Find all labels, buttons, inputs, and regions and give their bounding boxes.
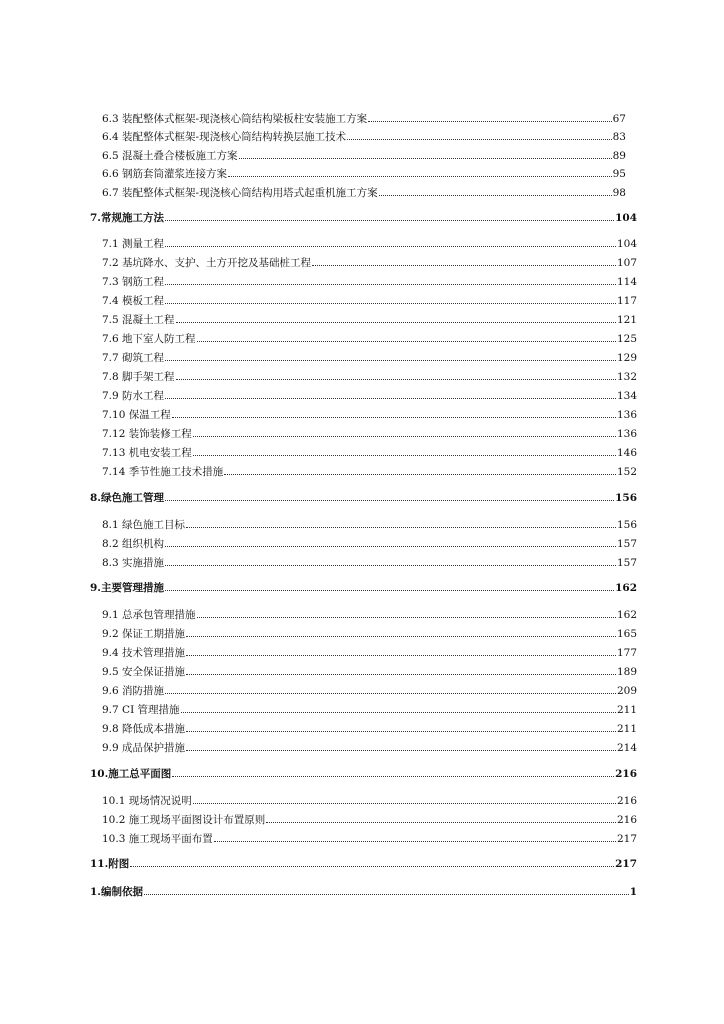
toc-entry-title: 7.1 测量工程 — [102, 238, 165, 250]
toc-chapter-1[interactable] — [90, 885, 637, 899]
dot-leader — [165, 245, 616, 247]
toc-entry-7-12[interactable] — [102, 427, 637, 441]
dot-leader — [186, 749, 616, 751]
toc-entry-7-3[interactable] — [102, 275, 637, 289]
toc-entry-page: 152 — [616, 466, 637, 478]
dot-leader — [266, 821, 616, 823]
dot-leader — [176, 321, 616, 323]
toc-entry-title: 8.1 绿色施工目标 — [102, 519, 186, 531]
dot-leader — [193, 802, 616, 804]
toc-entry-page: 157 — [616, 538, 637, 550]
toc-entry-page: 104 — [616, 238, 637, 250]
dot-leader — [130, 865, 614, 867]
toc-entry-page: 121 — [616, 314, 637, 326]
toc-chapter-7[interactable] — [90, 211, 637, 225]
dot-leader — [165, 219, 614, 221]
toc-entry-10-3[interactable] — [102, 832, 637, 846]
toc-entry-7-1[interactable] — [102, 237, 637, 251]
toc-entry-title: 9.1 总承包管理措施 — [102, 609, 196, 621]
toc-entry-page: 146 — [616, 447, 637, 459]
toc-entry-8-1[interactable] — [102, 518, 637, 532]
toc-entry-title: 7.10 保温工程 — [102, 409, 171, 421]
toc-entry-page: 162 — [616, 609, 637, 621]
toc-entry-title: 7.8 脚手架工程 — [102, 371, 175, 383]
toc-entry-9-4[interactable] — [102, 646, 637, 660]
toc-entry-page: 107 — [616, 257, 637, 269]
dot-leader — [165, 397, 616, 399]
toc-entry-page: 211 — [616, 723, 637, 735]
dot-leader — [239, 157, 612, 159]
toc-entry-page: 117 — [616, 295, 637, 307]
dot-leader — [214, 840, 616, 842]
toc-entry-title: 7.7 砌筑工程 — [102, 352, 165, 364]
toc-chapter-title: 9.主要管理措施 — [90, 582, 164, 594]
toc-entry-page: 125 — [616, 333, 637, 345]
toc-entry-6-5[interactable] — [102, 149, 626, 163]
toc-entry-title: 9.8 降低成本措施 — [102, 723, 186, 735]
toc-chapter-title: 1.编制依据 — [90, 886, 143, 898]
toc-entry-page: 134 — [616, 390, 637, 402]
toc-entry-title: 7.6 地下室人防工程 — [102, 333, 196, 345]
toc-entry-title: 6.5 混凝土叠合楼板施工方案 — [102, 150, 238, 162]
toc-entry-9-7[interactable] — [102, 703, 637, 717]
toc-entry-title: 7.3 钢筋工程 — [102, 276, 165, 288]
dot-leader — [197, 616, 616, 618]
dot-leader — [368, 120, 612, 122]
toc-entry-6-7[interactable] — [102, 186, 626, 200]
toc-chapter-8[interactable] — [90, 491, 637, 505]
toc-entry-title: 10.3 施工现场平面布置 — [102, 833, 213, 845]
dot-leader — [228, 175, 612, 177]
toc-entry-6-3[interactable] — [102, 112, 626, 126]
toc-entry-page: 136 — [616, 428, 637, 440]
toc-entry-10-2[interactable] — [102, 813, 637, 827]
dot-leader — [165, 564, 616, 566]
dot-leader — [172, 775, 614, 777]
dot-leader — [172, 416, 616, 418]
toc-entry-7-13[interactable] — [102, 446, 637, 460]
toc-entry-7-9[interactable] — [102, 389, 637, 403]
dot-leader — [165, 692, 616, 694]
toc-chapter-page: 217 — [615, 858, 637, 870]
toc-entry-9-5[interactable] — [102, 665, 637, 679]
toc-entry-title: 10.1 现场情况说明 — [102, 795, 192, 807]
toc-chapter-page: 162 — [615, 582, 637, 594]
toc-entry-title: 9.4 技术管理措施 — [102, 647, 186, 659]
toc-chapter-page: 104 — [615, 212, 637, 224]
dot-leader — [186, 654, 616, 656]
toc-entry-title: 6.3 装配整体式框架-现浇核心筒结构梁板柱安装施工方案 — [102, 113, 368, 125]
toc-chapter-page: 216 — [615, 768, 637, 780]
toc-entry-title: 7.14 季节性施工技术措施 — [102, 466, 224, 478]
toc-entry-10-1[interactable] — [102, 794, 637, 808]
toc-entry-title: 6.7 装配整体式框架-现浇核心筒结构用塔式起重机施工方案 — [102, 187, 378, 199]
toc-entry-title: 9.2 保证工期措施 — [102, 628, 186, 640]
toc-entry-title: 7.9 防水工程 — [102, 390, 165, 402]
toc-entry-title: 7.2 基坑降水、支护、土方开挖及基础桩工程 — [102, 257, 312, 269]
toc-entry-title: 9.6 消防措施 — [102, 685, 165, 697]
toc-entry-page: 214 — [616, 742, 637, 754]
toc-chapter-title: 11.附图 — [90, 858, 130, 870]
dot-leader — [165, 545, 616, 547]
toc-entry-page: 209 — [616, 685, 637, 697]
toc-entry-page: 216 — [616, 795, 637, 807]
toc-entry-7-4[interactable] — [102, 294, 637, 308]
toc-entry-7-6[interactable] — [102, 332, 637, 346]
toc-entry-7-14[interactable] — [102, 465, 637, 479]
toc-entry-9-1[interactable] — [102, 608, 637, 622]
toc-entry-page: 156 — [616, 519, 637, 531]
dot-leader — [312, 264, 616, 266]
dot-leader — [165, 283, 616, 285]
toc-entry-page: 132 — [616, 371, 637, 383]
toc-entry-title: 9.9 成品保护措施 — [102, 742, 186, 754]
dot-leader — [224, 473, 616, 475]
toc-chapter-11[interactable] — [90, 857, 637, 871]
toc-entry-title: 8.3 实施措施 — [102, 557, 165, 569]
toc-chapter-10[interactable] — [90, 767, 637, 781]
toc-entry-title: 8.2 组织机构 — [102, 538, 165, 550]
dot-leader — [165, 589, 614, 591]
dot-leader — [193, 454, 616, 456]
dot-leader — [347, 138, 612, 140]
toc-entry-9-8[interactable] — [102, 722, 637, 736]
toc-entry-page: 114 — [616, 276, 637, 288]
toc-entry-page: 217 — [616, 833, 637, 845]
toc-chapter-page: 1 — [629, 886, 637, 898]
dot-leader — [186, 730, 616, 732]
toc-entry-8-2[interactable] — [102, 537, 637, 551]
toc-entry-7-5[interactable] — [102, 313, 637, 327]
dot-leader — [165, 359, 616, 361]
toc-entry-page: 83 — [612, 131, 626, 143]
toc-entry-title: 7.12 装饰装修工程 — [102, 428, 192, 440]
toc-chapter-page: 156 — [615, 492, 637, 504]
toc-entry-6-4[interactable] — [102, 130, 626, 144]
dot-leader — [144, 893, 629, 895]
toc-entry-page: 165 — [616, 628, 637, 640]
toc-entry-page: 136 — [616, 409, 637, 421]
toc-entry-9-6[interactable] — [102, 684, 637, 698]
toc-entry-page: 95 — [612, 168, 626, 180]
toc-entry-8-3[interactable] — [102, 556, 637, 570]
dot-leader — [176, 378, 616, 380]
toc-entry-page: 129 — [616, 352, 637, 364]
dot-leader — [165, 302, 616, 304]
toc-entry-title: 7.5 混凝土工程 — [102, 314, 175, 326]
dot-leader — [186, 673, 616, 675]
toc-entry-title: 9.7 CI 管理措施 — [102, 704, 180, 716]
dot-leader — [197, 340, 616, 342]
toc-entry-7-7[interactable] — [102, 351, 637, 365]
dot-leader — [181, 711, 616, 713]
dot-leader — [186, 526, 616, 528]
toc-entry-7-10[interactable] — [102, 408, 637, 422]
toc-entry-page: 157 — [616, 557, 637, 569]
toc-entry-6-6[interactable] — [102, 167, 626, 181]
toc-entry-9-9[interactable] — [102, 741, 637, 755]
toc-entry-page: 189 — [616, 666, 637, 678]
toc-chapter-title: 7.常规施工方法 — [90, 212, 164, 224]
toc-entry-title: 7.13 机电安装工程 — [102, 447, 192, 459]
toc-entry-title: 9.5 安全保证措施 — [102, 666, 186, 678]
toc-entry-9-2[interactable] — [102, 627, 637, 641]
toc-entry-page: 177 — [616, 647, 637, 659]
toc-entry-page: 98 — [612, 187, 626, 199]
toc-entry-page: 216 — [616, 814, 637, 826]
dot-leader — [186, 635, 616, 637]
toc-entry-page: 211 — [616, 704, 637, 716]
toc-entry-page: 67 — [612, 113, 626, 125]
toc-entry-title: 7.4 模板工程 — [102, 295, 165, 307]
toc-entry-7-8[interactable] — [102, 370, 637, 384]
dot-leader — [193, 435, 616, 437]
toc-chapter-title: 8.绿色施工管理 — [90, 492, 164, 504]
toc-chapter-title: 10.施工总平面图 — [90, 768, 172, 780]
toc-entry-7-2[interactable] — [102, 256, 637, 270]
toc-entry-title: 10.2 施工现场平面图设计布置原则 — [102, 814, 266, 826]
dot-leader — [165, 499, 614, 501]
toc-entry-title: 6.4 装配整体式框架-现浇核心筒结构转换层施工技术 — [102, 131, 347, 143]
dot-leader — [379, 194, 612, 196]
toc-entry-page: 89 — [612, 150, 626, 162]
toc-entry-title: 6.6 钢筋套筒灌浆连接方案 — [102, 168, 228, 180]
toc-chapter-9[interactable] — [90, 581, 637, 595]
